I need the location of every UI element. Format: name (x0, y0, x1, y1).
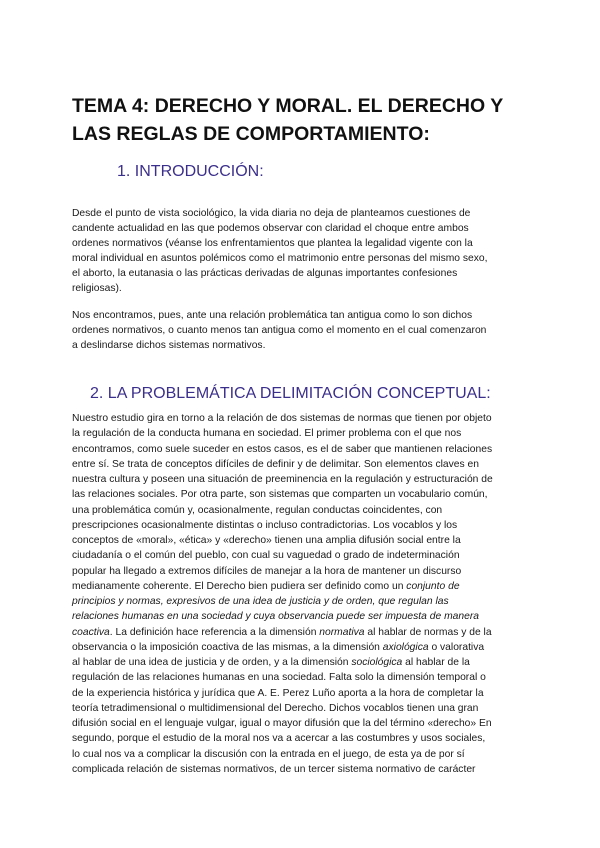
italic-run: sociológica (351, 657, 403, 668)
text-line: ordenes normativos, o cuanto menos tan antigua como el momento en el cual comenzaron (72, 325, 487, 337)
text-line: a deslindarse dichos sistemas normativos. (72, 340, 266, 352)
text-line: Desde el punto de vista sociológico, la vida diaria no deja de planteamos cuestiones de (72, 208, 471, 219)
text-run: o valorativa (428, 641, 485, 653)
text-line: ordenes normativos (véanse los enfrentamientos que plantea la legalidad vigente con la (72, 238, 473, 250)
text-line: la regulación de la conducta humana en sociedad. El primer problema con el que nos (72, 428, 462, 440)
text-line: segundo, porque el estudio de la moral nos va a acercar a las costumbres y usos sociales, (72, 733, 486, 745)
section-heading-problematica: 2. LA PROBLEMÁTICA DELIMITACIÓN CONCEPTUAL: (90, 385, 491, 402)
text-line: nuestra cultura y poseen una situación de preeminencia en la regulación y estructuración de (72, 474, 493, 485)
italic-run: normativa (319, 626, 365, 638)
paragraph-intro-1 (72, 206, 534, 297)
text-line: lo cual nos va a complicar la discusión con la entrada en el juego, de esta ya de por sí (72, 748, 465, 760)
text-line: conceptos de «moral», «ética» y «derecho» tienen una amplia difusión social entre la (72, 535, 461, 546)
text-line: regulación de las relaciones humanas en una sociedad. Falta solo la dimensión temporal o (72, 672, 486, 684)
text-line (72, 655, 534, 670)
text-line: Nuestro estudio gira en torno a la relación de dos sistemas de normas que tienen por objeto (72, 413, 492, 424)
italic-run: relaciones humanas en una sociedad y cuya observancia puede ser impuesta de manera (72, 611, 479, 623)
text-run: medianamente coherente. El Derecho bien pudiera ser definido como un (72, 580, 407, 592)
text-run: . La definición hace referencia a la dimensión (109, 626, 320, 638)
text-line: moral individual en asuntos polémicos como el matrimonio entre personas del mismo sexo, (72, 253, 488, 265)
text-line (72, 609, 534, 624)
section-heading-introduccion: 1. INTRODUCCIÓN: (117, 163, 264, 180)
text-line: ciudadanía o el común del pueblo, con cual su vaguedad o grado de indeterminación (72, 550, 460, 562)
text-line (72, 594, 534, 609)
text-line: candente actualidad en las que podemos observar con claridad el choque entre ambos (72, 223, 469, 235)
text-line: una problemática común y, ocasionalmente, regulan conductas coincidentes, con (72, 504, 443, 516)
text-line: popular ha llegado a extremos difíciles de manejar a la hora de mantener un discurso (72, 565, 462, 577)
text-line (72, 579, 534, 594)
text-line: entre sí. Se trata de conceptos difíciles de definir y de delimitar. Son elementos claves en (72, 458, 479, 470)
italic-run: principios y normas, expresivos de una idea de justicia y de orden, que regulan las (72, 596, 449, 607)
italic-run: conjunto de (406, 580, 460, 592)
text-line: encontramos, como suele suceder en estos casos, es el de saber que mantienen relaciones (72, 443, 493, 455)
text-line: prescripciones ocasionalmente distintas o incluso contradictorias. Los vocablos y los (72, 519, 458, 531)
text-line: teoría tetradimensional o multidimensional del Derecho. Dichos vocablos tienen una gran (72, 702, 479, 714)
italic-run: axiológica (382, 641, 429, 653)
italic-run: coactiva (72, 626, 110, 638)
text-run: al hablar de la (402, 657, 470, 668)
text-line: de la experiencia histórica y jurídica que A. E. Perez Luño aporta a la hora de completar la (72, 687, 484, 699)
text-line: el aborto, la eutanasia o las prácticas derivadas de algunas importantes confesiones (72, 268, 458, 280)
text-run: al hablar de una idea de justicia y de orden, y a la dimensión (72, 657, 352, 668)
paragraph-intro-2 (72, 308, 534, 353)
text-line: las relaciones sociales. Por otra parte, son sistemas que comparten un vocabulario común, (72, 489, 488, 501)
text-run: al hablar de normas y de la (364, 626, 492, 638)
text-run: observancia o la imposición coactiva de las mismas, a la dimensión (72, 641, 383, 653)
document-title: TEMA 4: DERECHO Y MORAL. EL DERECHO Y LAS REGLAS DE COMPORTAMIENTO: (72, 95, 503, 145)
text-line (72, 625, 534, 640)
text-line: religiosas). (72, 283, 122, 295)
paragraph-problematica (72, 411, 534, 777)
text-line: Nos encontramos, pues, ante una relación problemática tan antigua como lo son dichos (72, 310, 473, 321)
text-line: complicada relación de sistemas normativos, de un tercer sistema normativo de carácter (72, 763, 476, 775)
text-line: difusión social en el lenguaje vulgar, igual o mayor difusión que la del término «derecho» En (72, 718, 492, 729)
text-line (72, 640, 534, 655)
